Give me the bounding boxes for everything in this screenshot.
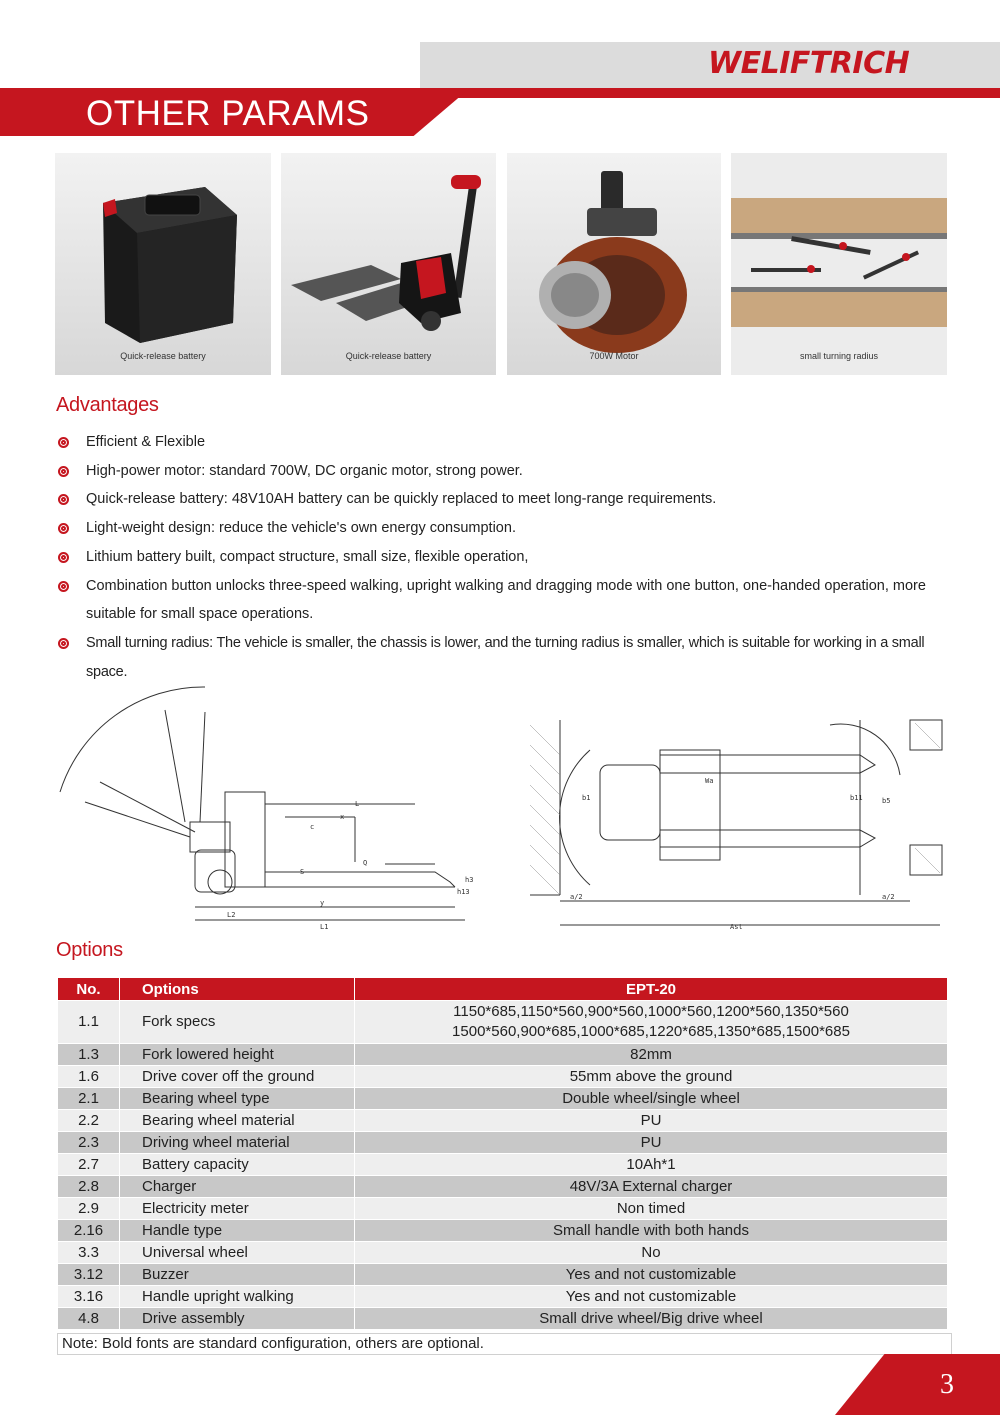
- dim-label: x: [340, 813, 345, 821]
- circle-bullet-icon: [58, 552, 69, 563]
- dim-label: Ast: [730, 923, 743, 931]
- dim-label: a/2: [882, 893, 895, 901]
- row-number: 2.7: [58, 1154, 120, 1176]
- header-red-strip: [430, 88, 1000, 98]
- list-item: High-power motor: standard 700W, DC organic motor, strong power.: [56, 457, 956, 486]
- circle-bullet-icon: [58, 638, 69, 649]
- table-row: [58, 1242, 948, 1264]
- row-option: Battery capacity: [120, 1154, 355, 1176]
- list-item: Combination button unlocks three-speed walking, upright walking and dragging mode with one button, one-handed operation, more suitable for small space operations.: [56, 572, 956, 629]
- row-number: 2.9: [58, 1198, 120, 1220]
- side-view-svg: [55, 672, 475, 937]
- row-option: Fork specs: [120, 1001, 355, 1044]
- row-value: Double wheel/single wheel: [355, 1088, 948, 1110]
- photo-motor: [507, 153, 721, 375]
- table-row: [58, 1220, 948, 1242]
- value-line: 1150*685,1150*560,900*560,1000*560,1200*560,1350*560: [453, 1003, 849, 1020]
- table-row: [58, 1154, 948, 1176]
- dim-label: L2: [227, 911, 236, 919]
- column-header: No.: [58, 978, 120, 1001]
- circle-bullet-icon: [58, 466, 69, 477]
- pallet-truck-illustration: [281, 153, 496, 375]
- row-number: 1.3: [58, 1044, 120, 1066]
- options-note: Note: Bold fonts are standard configuration, others are optional.: [57, 1333, 952, 1355]
- row-number: 2.1: [58, 1088, 120, 1110]
- row-option: Driving wheel material: [120, 1132, 355, 1154]
- row-option: Buzzer: [120, 1264, 355, 1286]
- circle-bullet-icon: [58, 494, 69, 505]
- row-option: Bearing wheel type: [120, 1088, 355, 1110]
- brand-logo: WELIFTRICH: [708, 46, 910, 81]
- row-option: Bearing wheel material: [120, 1110, 355, 1132]
- table-row: [58, 1088, 948, 1110]
- dim-label: c: [310, 823, 315, 831]
- circle-bullet-icon: [58, 581, 69, 592]
- row-number: 2.3: [58, 1132, 120, 1154]
- dim-label: S: [300, 868, 305, 876]
- row-value: PU: [355, 1110, 948, 1132]
- row-value: 55mm above the ground: [355, 1066, 948, 1088]
- photo-truck: [281, 153, 496, 375]
- row-option: Charger: [120, 1176, 355, 1198]
- table-row: [58, 1198, 948, 1220]
- dim-label: L1: [320, 923, 329, 931]
- list-item: Quick-release battery: 48V10AH battery can be quickly replaced to meet long-range requirements.: [56, 485, 956, 514]
- list-item: Small turning radius: The vehicle is smaller, the chassis is lower, and the turning radius is smaller, which is suitable for working in a small space.: [56, 629, 956, 686]
- page-title: OTHER PARAMS: [86, 94, 370, 133]
- table-row: [58, 1176, 948, 1198]
- row-value: Non timed: [355, 1198, 948, 1220]
- dim-label: b5: [882, 797, 891, 805]
- dim-label: Wa: [705, 777, 714, 785]
- photo-caption: Quick-release battery: [120, 351, 206, 361]
- dim-label: y: [320, 899, 325, 907]
- photo-turning: [731, 153, 947, 375]
- table-row: [58, 1286, 948, 1308]
- advantages-list: [56, 428, 956, 686]
- row-option: Handle type: [120, 1220, 355, 1242]
- table-row: [58, 1264, 948, 1286]
- table-row: [58, 1132, 948, 1154]
- table-header-row: [58, 978, 948, 1001]
- list-item: Lithium battery built, compact structure, small size, flexible operation,: [56, 543, 956, 572]
- row-number: 3.3: [58, 1242, 120, 1264]
- list-item: Efficient & Flexible: [56, 428, 956, 457]
- dim-label: h13: [457, 888, 470, 896]
- row-value: 10Ah*1: [355, 1154, 948, 1176]
- row-number: 2.16: [58, 1220, 120, 1242]
- row-number: 4.8: [58, 1308, 120, 1330]
- list-item: Light-weight design: reduce the vehicle's own energy consumption.: [56, 514, 956, 543]
- value-line: 1500*560,900*685,1000*685,1220*685,1350*685,1500*685: [452, 1023, 850, 1040]
- table-row: [58, 1308, 948, 1330]
- table-row: [58, 1110, 948, 1132]
- row-value: Yes and not customizable: [355, 1286, 948, 1308]
- row-value: Small handle with both hands: [355, 1220, 948, 1242]
- row-value: [355, 1001, 948, 1044]
- photo-caption: small turning radius: [799, 351, 879, 361]
- side-view-drawing: [55, 672, 475, 937]
- row-option: Drive cover off the ground: [120, 1066, 355, 1088]
- row-number: 3.12: [58, 1264, 120, 1286]
- top-view-svg: [530, 715, 945, 935]
- footer-red-band: [835, 1354, 1000, 1415]
- motor-illustration: [507, 153, 721, 375]
- row-number: 2.2: [58, 1110, 120, 1132]
- advantages-heading: Advantages: [56, 394, 159, 416]
- page-number: 3: [940, 1369, 954, 1400]
- circle-bullet-icon: [58, 523, 69, 534]
- row-value: PU: [355, 1132, 948, 1154]
- row-number: 2.8: [58, 1176, 120, 1198]
- dim-label: b1: [582, 794, 591, 802]
- row-option: Electricity meter: [120, 1198, 355, 1220]
- row-option: Fork lowered height: [120, 1044, 355, 1066]
- row-option: Handle upright walking: [120, 1286, 355, 1308]
- battery-illustration: [55, 153, 271, 375]
- dim-label: Q: [363, 859, 368, 867]
- dim-label: a/2: [570, 893, 583, 901]
- options-table: [57, 977, 948, 1330]
- photo-caption: 700W Motor: [589, 351, 639, 361]
- row-value: Yes and not customizable: [355, 1264, 948, 1286]
- row-value: Small drive wheel/Big drive wheel: [355, 1308, 948, 1330]
- options-heading: Options: [56, 939, 123, 961]
- photo-caption: Quick-release battery: [345, 351, 432, 361]
- row-number: 1.1: [58, 1001, 120, 1044]
- row-option: Drive assembly: [120, 1308, 355, 1330]
- row-number: 3.16: [58, 1286, 120, 1308]
- circle-bullet-icon: [58, 437, 69, 448]
- column-header: Options: [120, 978, 355, 1001]
- dim-label: b11: [850, 794, 863, 802]
- warehouse-illustration: [731, 153, 947, 375]
- table-row: [58, 1001, 948, 1044]
- row-value: 48V/3A External charger: [355, 1176, 948, 1198]
- row-number: 1.6: [58, 1066, 120, 1088]
- row-value: No: [355, 1242, 948, 1264]
- table-row: [58, 1066, 948, 1088]
- row-value: 82mm: [355, 1044, 948, 1066]
- dim-label: h3: [465, 876, 474, 884]
- photo-battery: [55, 153, 271, 375]
- column-header: EPT-20: [355, 978, 948, 1001]
- top-view-drawing: [530, 715, 945, 935]
- table-row: [58, 1044, 948, 1066]
- dim-label: L: [355, 800, 360, 808]
- row-option: Universal wheel: [120, 1242, 355, 1264]
